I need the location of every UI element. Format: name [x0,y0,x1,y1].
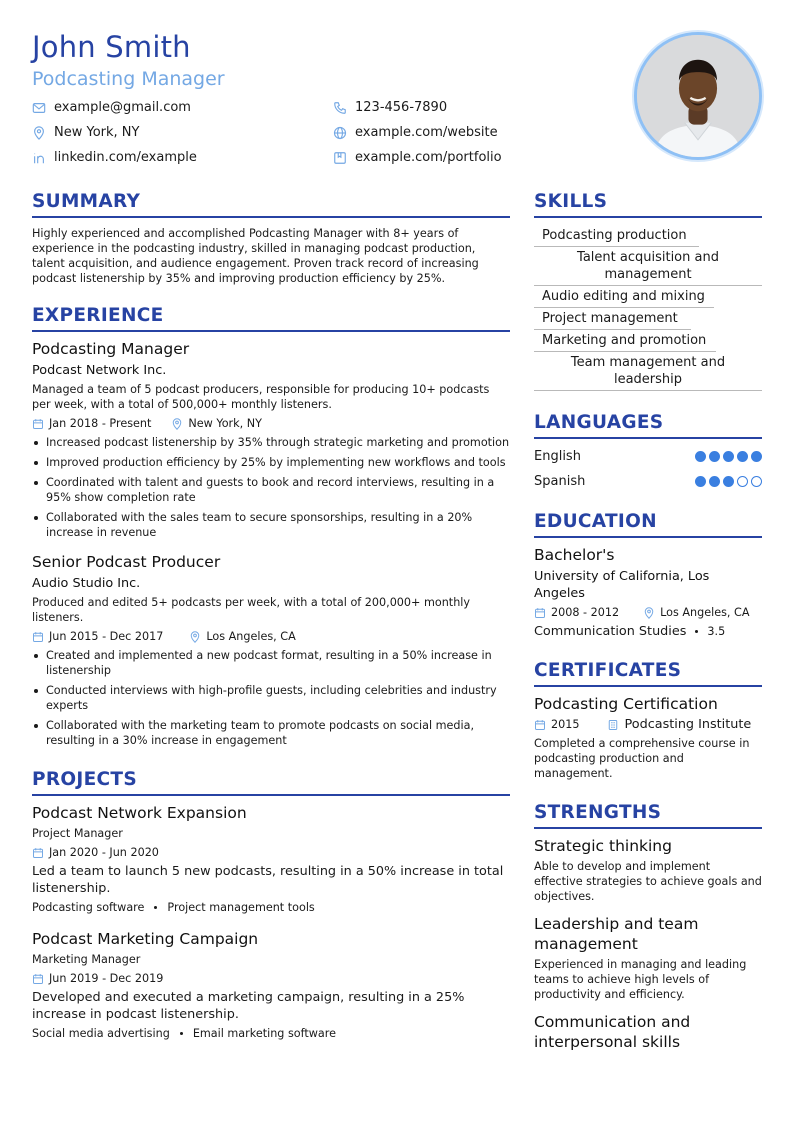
contact-portfolio[interactable] [333,150,502,165]
calendar-icon [534,719,546,731]
location-pin-icon [171,418,183,430]
strength-description: Experienced in managing and leading teams to achieve high levels of productivity and efficiency. [534,958,747,1001]
list-item: Collaborated with the marketing team to promote podcasts on social media, resulting in a 30% increase in engagement [32,718,510,748]
project-entry [32,803,510,915]
language-name: English [534,449,581,464]
strengths-list [534,836,762,1052]
strength-title: Communication and interpersonal skills [534,1013,691,1051]
education-gpa: 3.5 [707,625,726,638]
strength-entry [534,914,762,1002]
job-entry [32,552,510,748]
skills-heading: SKILLS [534,190,762,218]
level-dot-empty [751,476,762,487]
strength-entry [534,836,762,904]
job-dates: Jan 2018 - Present [49,417,152,430]
project-description: Developed and executed a marketing campaign, resulting in a 25% increase in podcast listenership. [32,990,465,1022]
skill-item: Project management [534,308,691,330]
education-entry [534,545,762,639]
project-meta [32,845,510,860]
tag: Email marketing software [192,1027,337,1040]
list-item: Improved production efficiency by 25% by implementing new workflows and tools [32,455,510,470]
project-title: Podcast Network Expansion [32,804,247,822]
job-bullets [32,435,510,540]
contact-location [32,125,139,140]
job-description: Managed a team of 5 podcast producers, responsible for producing 10+ podcasts per week, with a total of 500,000+ monthly listeners. [32,383,490,411]
candidate-role: Podcasting Manager [32,68,225,90]
level-dot-filled [695,451,706,462]
education-details [534,624,762,639]
candidate-name: John Smith [32,30,191,64]
job-bullets [32,648,510,748]
list-item: Collaborated with the sales team to secure sponsorships, resulting in a 20% increase in revenue [32,510,510,540]
location-text: New York, NY [54,125,140,140]
calendar-icon [32,973,44,985]
phone-text: 123-456-7890 [355,100,448,115]
website-text: example.com/website [355,125,498,140]
education-location: Los Angeles, CA [660,606,750,619]
location-pin-icon [32,126,46,140]
email-icon [32,101,46,115]
job-title: Senior Podcast Producer [32,553,221,571]
profile-photo [634,32,762,160]
projects-heading: PROJECTS [32,768,510,796]
list-item: Increased podcast listenership by 35% through strategic marketing and promotion [32,435,510,450]
job-dates: Jun 2015 - Dec 2017 [49,630,164,643]
language-level [692,476,762,487]
portfolio-icon [333,151,347,165]
right-column [534,190,762,1052]
level-dot-filled [751,451,762,462]
email-text: example@gmail.com [54,100,191,115]
summary-heading: SUMMARY [32,190,510,218]
experience-heading: EXPERIENCE [32,304,510,332]
project-role: Marketing Manager [32,953,141,966]
job-company: Podcast Network Inc. [32,363,167,378]
strength-title: Strategic thinking [534,837,672,855]
skill-item: Talent acquisition and management [534,247,762,286]
calendar-icon [32,631,44,643]
left-column [32,190,510,1041]
contact-linkedin[interactable] [32,150,197,165]
location-pin-icon [189,631,201,643]
job-description: Produced and edited 5+ podcasts per week, with a total of 200,000+ monthly listeners. [32,596,471,624]
certificate-name: Podcasting Certification [534,695,718,713]
job-title: Podcasting Manager [32,340,190,358]
level-dot-filled [709,451,720,462]
job-meta [32,629,510,644]
tag: Social media advertising [32,1027,170,1040]
calendar-icon [534,607,546,619]
level-dot-filled [695,476,706,487]
languages-list [534,444,762,494]
institution-building-icon [607,719,619,731]
education-meta [534,605,762,620]
education-field: Communication Studies [534,624,687,639]
skill-item: Podcasting production [534,225,699,247]
project-dates: Jan 2020 - Jun 2020 [49,846,159,859]
level-dot-filled [709,476,720,487]
strengths-heading: STRENGTHS [534,801,762,829]
project-entry [32,929,510,1041]
languages-heading: LANGUAGES [534,411,762,439]
level-dot-empty [737,476,748,487]
project-title: Podcast Marketing Campaign [32,930,259,948]
strength-title: Leadership and team management [534,915,699,953]
skill-item: Audio editing and mixing [534,286,714,308]
contact-website[interactable] [333,125,498,140]
education-dates: 2008 - 2012 [551,606,620,619]
certificate-meta [534,717,762,732]
project-description: Led a team to launch 5 new podcasts, resulting in a 50% increase in total listenership. [32,864,504,896]
calendar-icon [32,847,44,859]
level-dot-filled [723,451,734,462]
project-tags [32,1026,510,1041]
education-heading: EDUCATION [534,510,762,538]
summary-text: Highly experienced and accomplished Podcasting Manager with 8+ years of experience in the podcasting industry, skilled in managing podcast production, talent acquisition, and audience engagement. Proven track record of increasing podcast listenership by 35% and improving production efficiency by 25%. [32,227,479,285]
level-dot-filled [737,451,748,462]
globe-icon [333,126,347,140]
job-location: Los Angeles, CA [206,630,296,643]
tag: Podcasting software [32,901,145,914]
list-item: Conducted interviews with high-profile guests, including celebrities and industry experts [32,683,510,713]
contact-email[interactable] [32,100,191,115]
avatar-portrait-icon [637,35,759,157]
strength-entry [534,1012,762,1052]
linkedin-text: linkedin.com/example [54,150,197,165]
job-entry [32,339,510,540]
portfolio-text: example.com/portfolio [355,150,502,165]
project-role: Project Manager [32,827,123,840]
certificates-heading: CERTIFICATES [534,659,762,687]
job-company: Audio Studio Inc. [32,576,141,591]
phone-icon [333,101,347,115]
language-name: Spanish [534,474,586,489]
education-school: University of California, Los Angeles [534,569,710,601]
location-pin-icon [643,607,655,619]
language-row [534,444,762,469]
certificate-description: Completed a comprehensive course in podcasting production and management. [534,737,750,780]
certificate-entry [534,694,762,781]
language-level [692,451,762,462]
skills-list [534,225,762,391]
project-tags [32,900,510,915]
skill-item: Team management and leadership [534,352,762,391]
certificate-year: 2015 [551,718,580,731]
job-location: New York, NY [188,417,262,430]
list-item: Coordinated with talent and guests to book and record interviews, resulting in a 95% show completion rate [32,475,510,505]
strength-description: Able to develop and implement effective strategies to achieve goals and objectives. [534,860,762,903]
project-dates: Jun 2019 - Dec 2019 [49,972,164,985]
certificate-issuer: Podcasting Institute [624,717,752,732]
linkedin-icon [32,151,46,165]
project-meta [32,971,510,986]
calendar-icon [32,418,44,430]
list-item: Created and implemented a new podcast format, resulting in a 50% increase in listenership [32,648,510,678]
education-degree: Bachelor's [534,546,615,564]
language-row [534,469,762,494]
skill-item: Marketing and promotion [534,330,716,352]
tag: Project management tools [167,901,315,914]
level-dot-filled [723,476,734,487]
job-meta [32,416,510,431]
contact-phone[interactable] [333,100,447,115]
